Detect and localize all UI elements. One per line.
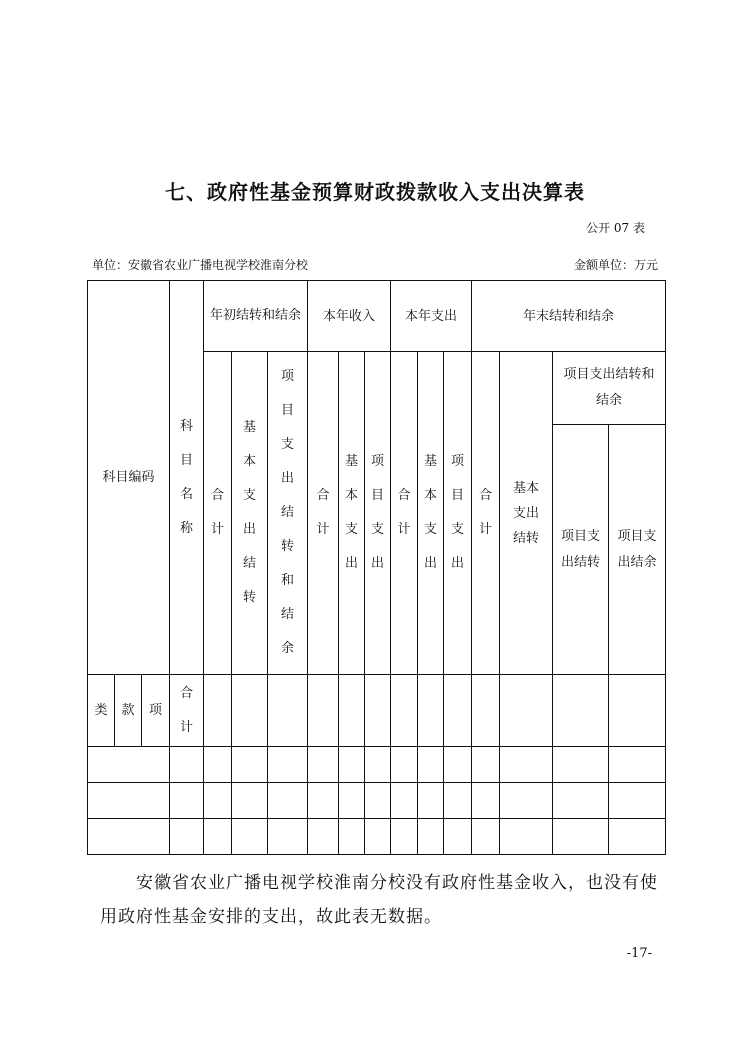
header-income-total: 合计 bbox=[308, 352, 339, 675]
header-annual-income: 本年收入 bbox=[308, 281, 391, 352]
table-row bbox=[88, 747, 666, 783]
table-row bbox=[88, 819, 666, 855]
unit-label: 单位：安徽省农业广播电视学校淮南分校 bbox=[92, 258, 309, 272]
header-closing-total: 合计 bbox=[472, 352, 500, 675]
header-closing-balance: 年末结转和结余 bbox=[472, 281, 666, 352]
header-closing-project-carry: 项目支出结转 bbox=[553, 425, 609, 675]
header-opening-total: 合计 bbox=[204, 352, 232, 675]
header-section: 款 bbox=[115, 675, 142, 747]
header-opening-basic-carry: 基本支出结转 bbox=[232, 352, 268, 675]
form-code: 公开 07 表 bbox=[586, 221, 645, 235]
table-row bbox=[88, 783, 666, 819]
header-income-basic: 基本支出 bbox=[339, 352, 365, 675]
header-opening-balance: 年初结转和结余 bbox=[204, 281, 308, 352]
fund-table bbox=[87, 280, 666, 855]
header-expense-basic: 基本支出 bbox=[418, 352, 444, 675]
header-annual-expense: 本年支出 bbox=[391, 281, 472, 352]
header-subject-code: 科目编码 bbox=[88, 281, 170, 675]
header-closing-project-carry-surplus: 项目支出结转和结余 bbox=[553, 352, 666, 425]
header-expense-total: 合计 bbox=[391, 352, 418, 675]
header-income-project: 项目支出 bbox=[365, 352, 391, 675]
page-title: 七、政府性基金预算财政拨款收入支出决算表 bbox=[165, 180, 585, 204]
explanatory-note: 安徽省农业广播电视学校淮南分校没有政府性基金收入，也没有使用政府性基金安排的支出，故此表无数据。 bbox=[100, 873, 658, 927]
header-closing-project-surplus: 项目支出结余 bbox=[609, 425, 666, 675]
grand-total-label: 合计 bbox=[170, 675, 204, 747]
header-expense-project: 项目支出 bbox=[444, 352, 472, 675]
header-item: 项 bbox=[142, 675, 170, 747]
header-closing-basic-carry: 基本支出结转 bbox=[500, 352, 553, 675]
header-class: 类 bbox=[88, 675, 115, 747]
amount-unit-label: 金额单位：万元 bbox=[573, 258, 658, 272]
header-opening-project-carry-surplus: 项目支出结转和结余 bbox=[268, 352, 308, 675]
header-subject-name: 科目名称 bbox=[170, 281, 204, 675]
page-number: -17- bbox=[626, 946, 652, 961]
